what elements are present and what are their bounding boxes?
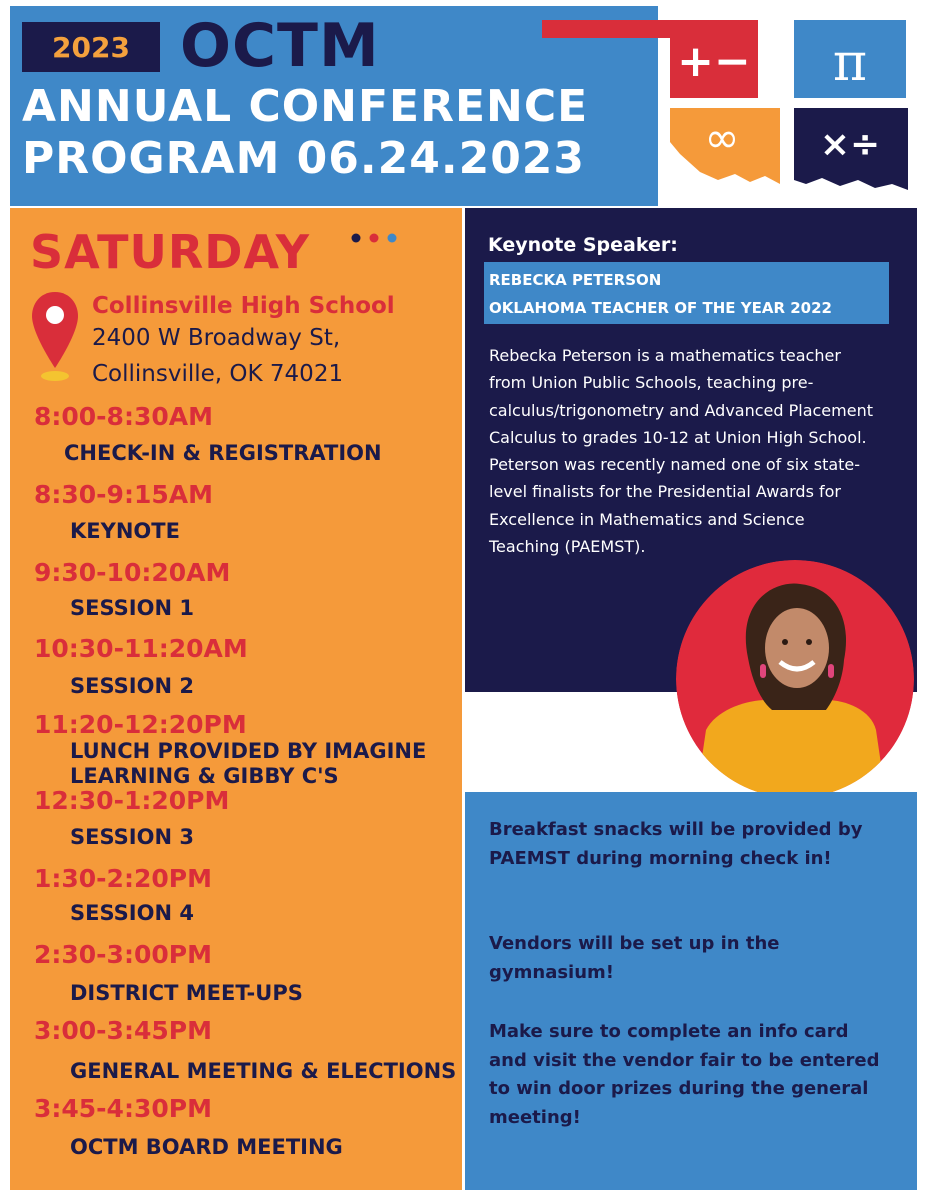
- schedule-event: SESSION 4: [70, 901, 194, 925]
- org-name: OCTM: [180, 11, 380, 81]
- schedule-time: 3:00-3:45PM: [34, 1016, 212, 1045]
- schedule-event: KEYNOTE: [70, 519, 180, 543]
- keynote-heading: Keynote Speaker:: [488, 234, 678, 256]
- multiply-divide-icon: ×÷: [819, 124, 881, 165]
- title-line-1: ANNUAL CONFERENCE: [22, 81, 589, 132]
- plus-minus-icon: +−: [677, 36, 751, 87]
- panhandle-bar: [542, 20, 670, 38]
- infinity-icon: ∞: [704, 113, 740, 162]
- door-prizes-note: Make sure to complete an info card and visit the vendor fair to be entered to win door prizes during the general meeting!: [489, 1021, 880, 1128]
- speaker-bio: Rebecka Peterson is a mathematics teacher from Union Public Schools, teaching pre-calculus/trigonometry and Advanced Placement Calculus to grades 10-12 at Union High School. Peterson was recently named one of six state-level finalists for the Presidential Awards for Excellence in Mathematics and Science Teaching (PAEMST).: [489, 346, 873, 557]
- schedule-time: 1:30-2:20PM: [34, 864, 212, 893]
- schedule-event: SESSION 2: [70, 674, 194, 698]
- schedule-event: LUNCH PROVIDED BY IMAGINE: [70, 739, 427, 763]
- schedule-time: 8:00-8:30AM: [34, 402, 213, 431]
- breakfast-note: Breakfast snacks will be provided by PAEMST during morning check in!: [489, 819, 863, 869]
- schedule-event: LEARNING & GIBBY C'S: [70, 764, 339, 788]
- venue-address-line-2: Collinsville, OK 74021: [92, 361, 344, 387]
- schedule-time: 12:30-1:20PM: [34, 786, 230, 815]
- day-heading: SATURDAY: [30, 225, 311, 279]
- schedule-event: CHECK-IN & REGISTRATION: [64, 441, 382, 465]
- schedule-event: OCTM BOARD MEETING: [70, 1135, 343, 1159]
- oklahoma-math-logo: [540, 14, 920, 194]
- location-pin-icon: [30, 288, 80, 384]
- year-badge: 2023: [22, 22, 160, 72]
- pi-icon: π: [832, 33, 868, 93]
- schedule-event: SESSION 3: [70, 825, 194, 849]
- schedule-time: 2:30-3:00PM: [34, 940, 212, 969]
- schedule-time: 8:30-9:15AM: [34, 480, 213, 509]
- schedule-event: GENERAL MEETING & ELECTIONS: [70, 1059, 457, 1083]
- schedule-time: 9:30-10:20AM: [34, 558, 231, 587]
- schedule-time: 10:30-11:20AM: [34, 634, 248, 663]
- title-line-2: PROGRAM 06.24.2023: [22, 133, 586, 184]
- venue-address-line-1: 2400 W Broadway St,: [92, 325, 341, 351]
- decorative-dots: [350, 230, 410, 246]
- speaker-title: OKLAHOMA TEACHER OF THE YEAR 2022: [489, 299, 832, 317]
- schedule-time: 3:45-4:30PM: [34, 1094, 212, 1123]
- speaker-name: REBECKA PETERSON: [489, 271, 662, 289]
- schedule-event: DISTRICT MEET-UPS: [70, 981, 303, 1005]
- speaker-photo: [676, 560, 914, 798]
- schedule-time: 11:20-12:20PM: [34, 710, 247, 739]
- schedule-event: SESSION 1: [70, 596, 194, 620]
- venue-name: Collinsville High School: [92, 293, 395, 319]
- vendors-note: Vendors will be set up in the gymnasium!: [489, 933, 780, 983]
